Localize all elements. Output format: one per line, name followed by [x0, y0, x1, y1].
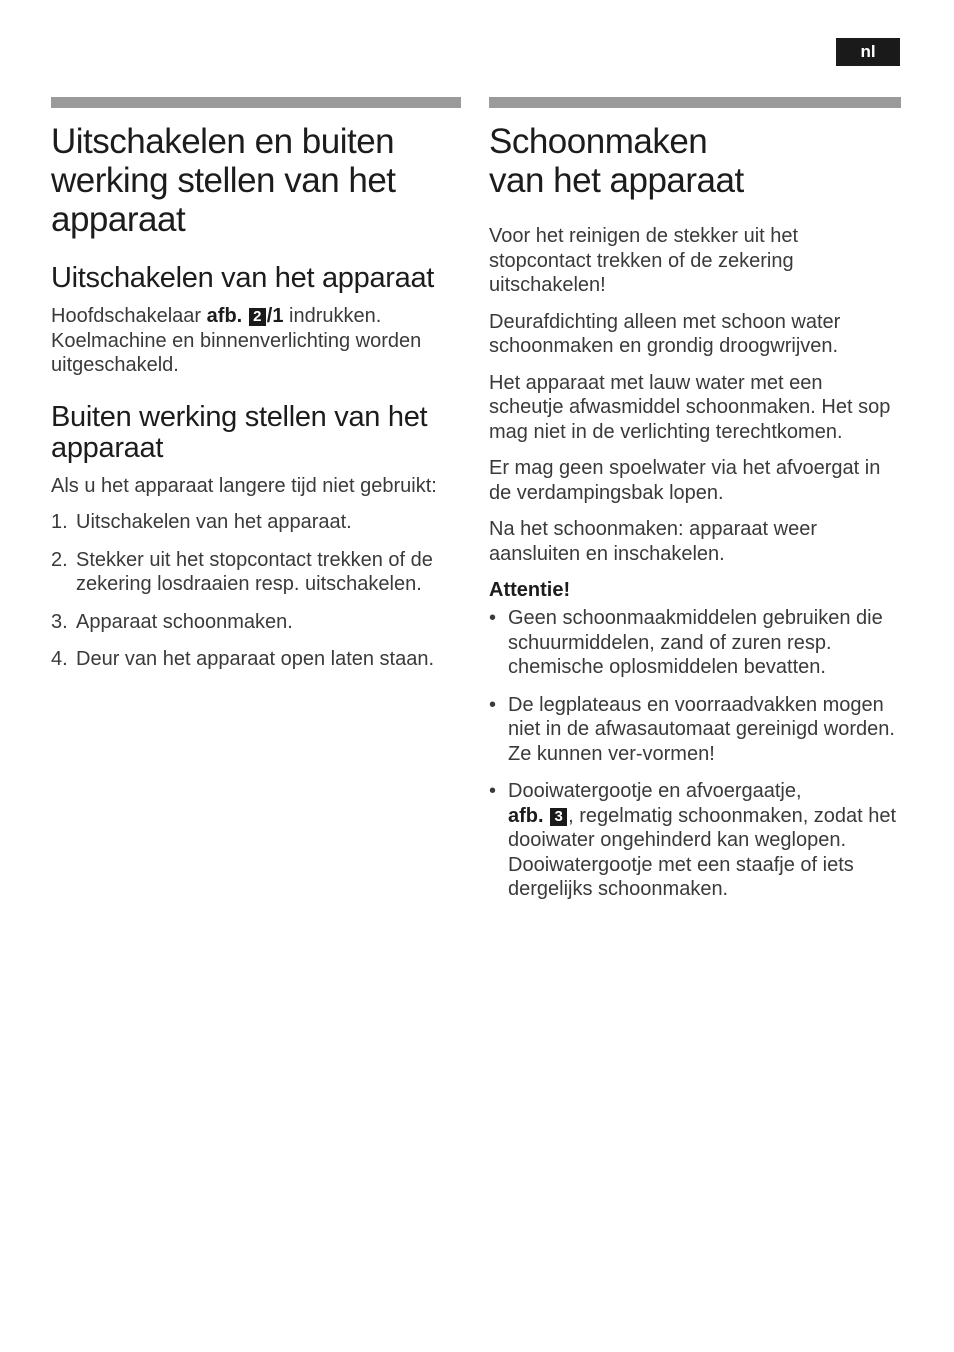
bullet-icon: • — [489, 693, 497, 716]
step-number: 4. — [51, 648, 68, 670]
section-title — [489, 122, 901, 200]
figure-reference — [207, 305, 289, 327]
bullet-text: De legplateaus en voorraadvakken mogen niet in de afwasautomaat gereinigd worden. Ze kunnen ver-vormen! — [508, 693, 895, 765]
decommission-intro: Als u het apparaat langere tijd niet gebruikt: — [51, 474, 437, 497]
step-text: Deur van het apparaat open laten staan. — [76, 648, 435, 670]
afb-label: afb. — [508, 804, 544, 827]
figure-number-badge: 2 — [249, 308, 266, 326]
step-number: 1. — [51, 511, 68, 533]
step-text: Apparaat schoonmaken. — [76, 610, 293, 633]
switch-off-text-b: indrukken. Koelmachine en binnenverlichting worden uitgeschakeld. — [51, 305, 422, 376]
figure-number-badge: 3 — [550, 808, 567, 826]
step-text: Uitschakelen van het apparaat. — [76, 511, 352, 533]
step-item — [51, 510, 461, 535]
step-item — [51, 548, 461, 597]
figure-suffix: /1 — [266, 305, 284, 327]
cleaning-warnings — [489, 606, 901, 902]
switch-off-heading: Uitschakelen van het apparaat — [51, 262, 435, 294]
bullet-item — [489, 693, 901, 767]
left-column — [51, 97, 461, 685]
step-item — [51, 647, 461, 672]
bullet-icon: • — [489, 780, 497, 802]
bullet-text: Geen schoonmaakmiddelen gebruiken die schuurmiddelen, zand of zuren resp. chemische oplosmiddelen bevatten. — [508, 607, 883, 678]
paragraph: Er mag geen spoelwater via het afvoergat in de verdampingsbak lopen. — [489, 457, 881, 504]
bullet-item — [489, 779, 901, 902]
attention-label: Attentie! — [489, 579, 571, 601]
switch-off-text — [51, 304, 461, 378]
step-text: Stekker uit het stopcontact trekken of de zekering losdraaien resp. uitschakelen. — [76, 548, 433, 595]
section-rule — [51, 97, 461, 108]
paragraph: Deurafdichting alleen met schoon water schoonmaken en grondig droogwrijven. — [489, 310, 841, 357]
step-item — [51, 610, 461, 635]
decommission-heading: Buiten werking stellen van het apparaat — [51, 400, 428, 464]
title-line-2: van het apparaat — [489, 161, 744, 200]
paragraph: Het apparaat met lauw water met een scheutje afwasmiddel schoonmaken. Het sop mag niet in de verlichting terechtkomen. — [489, 371, 891, 443]
bullet-text-b: , regelmatig schoonmaken, zodat het dooiwater ongehinderd kan weglopen. Dooiwatergootje met een staafje of iets dergelijks schoonmaken. — [508, 804, 897, 900]
step-number: 2. — [51, 548, 68, 571]
step-number: 3. — [51, 610, 68, 633]
bullet-text-a: Dooiwatergootje en afvoergaatje, — [508, 780, 802, 802]
title-line-1: Schoonmaken — [489, 122, 708, 161]
right-column — [489, 97, 901, 915]
bullet-icon: • — [489, 607, 497, 629]
section-rule — [489, 97, 901, 108]
language-badge: nl — [836, 38, 900, 66]
switch-off-text-a: Hoofdschakelaar — [51, 305, 202, 327]
decommission-steps — [51, 510, 461, 672]
bullet-item — [489, 606, 901, 680]
paragraph: Voor het reinigen de stekker uit het stopcontact trekken of de zekering uitschakelen! — [489, 225, 799, 296]
paragraph: Na het schoonmaken: apparaat weer aansluiten en inschakelen. — [489, 518, 817, 565]
section-title: Uitschakelen en buiten werking stellen van het apparaat — [51, 122, 396, 239]
afb-label: afb. — [206, 305, 243, 327]
